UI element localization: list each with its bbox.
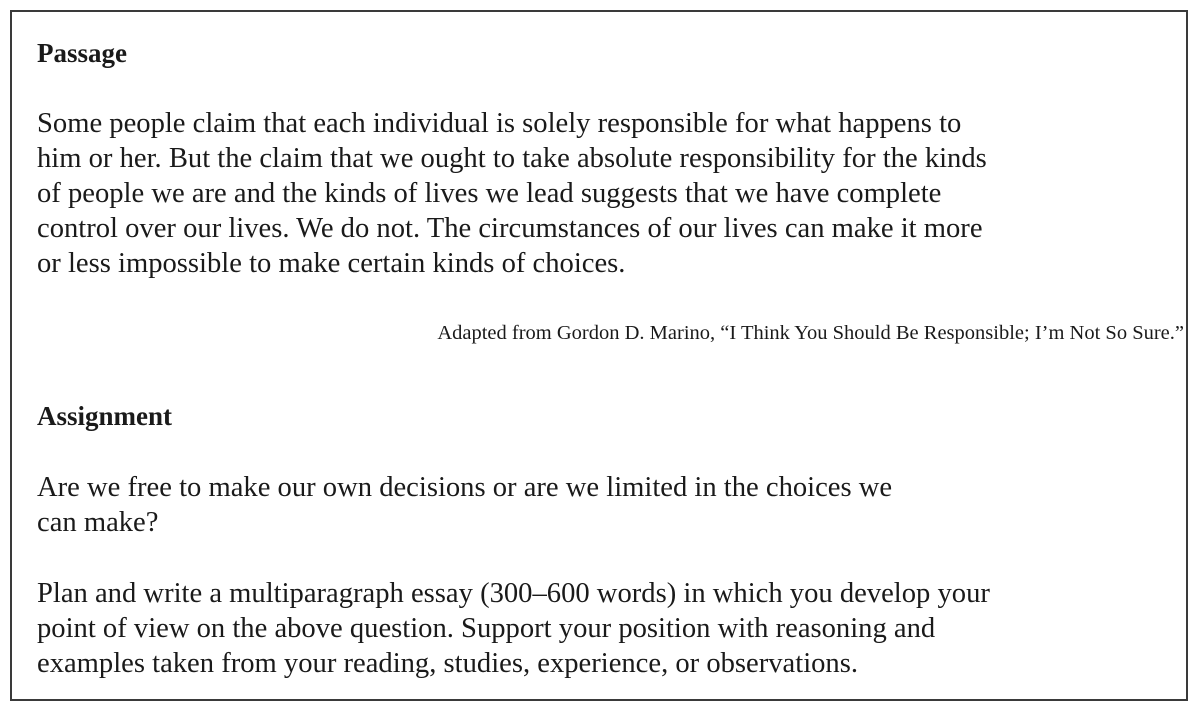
- passage-line: of people we are and the kinds of lives we lead suggests that we have complete: [37, 178, 942, 209]
- passage-line: control over our lives. We do not. The circumstances of our lives can make it more: [37, 213, 983, 244]
- passage-attribution: Adapted from Gordon D. Marino, “I Think You Should Be Responsible; I’m Not So Sure.”: [437, 322, 1184, 344]
- instruction-line: examples taken from your reading, studies, experience, or observations.: [37, 648, 859, 679]
- instruction-line: Plan and write a multiparagraph essay (300–600 words) in which you develop your: [37, 578, 990, 609]
- question-line: Are we free to make our own decisions or are we limited in the choices we: [37, 472, 893, 503]
- assignment-heading: Assignment: [37, 401, 173, 431]
- instruction-line: point of view on the above question. Support your position with reasoning and: [37, 613, 936, 644]
- passage-line: or less impossible to make certain kinds of choices.: [37, 248, 626, 279]
- passage-line: him or her. But the claim that we ought to take absolute responsibility for the kinds: [37, 143, 987, 174]
- question-line: can make?: [37, 507, 159, 538]
- passage-heading: Passage: [37, 38, 127, 68]
- passage-line: Some people claim that each individual is solely responsible for what happens to: [37, 108, 962, 139]
